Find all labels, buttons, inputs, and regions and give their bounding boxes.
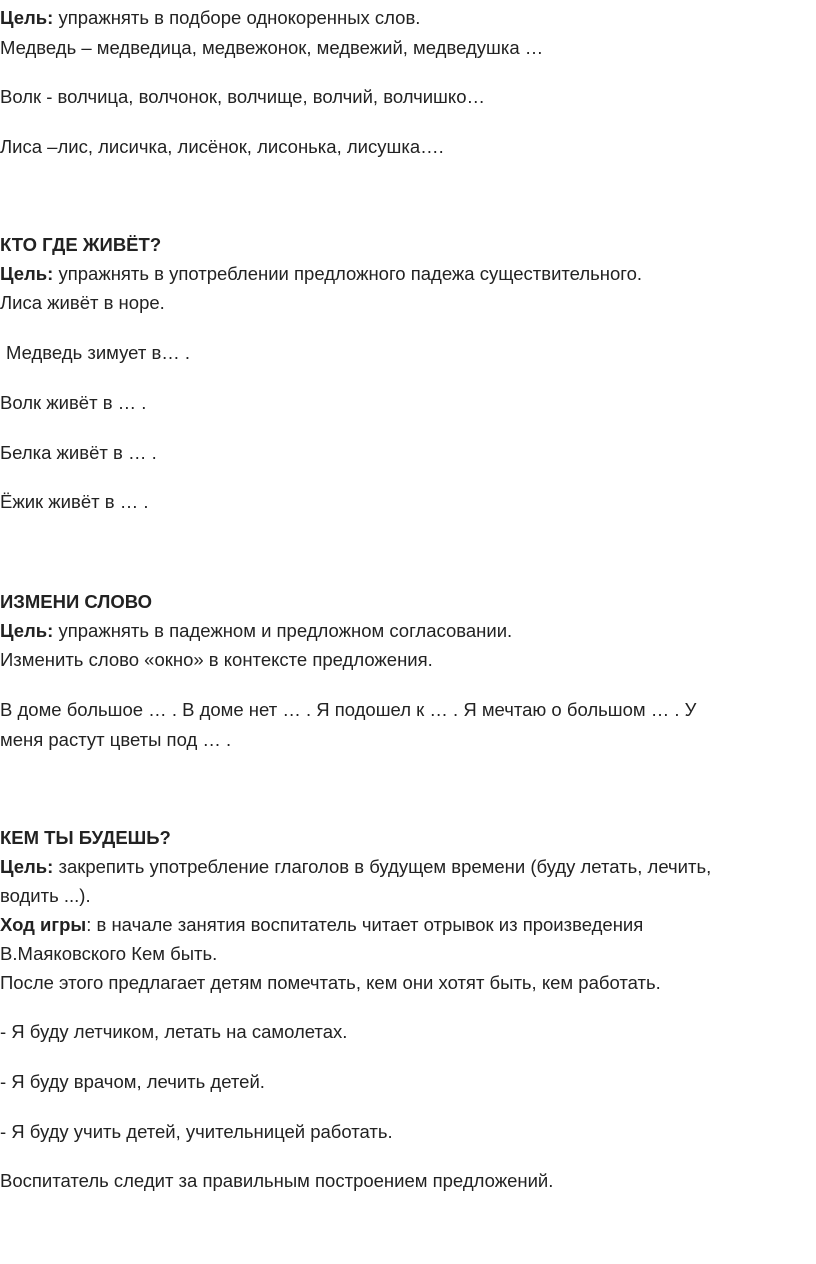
section1-goal [0, 7, 420, 29]
section4-course-line2: В.Маяковского Кем быть. [0, 943, 218, 964]
goal-label: Цель: [0, 263, 54, 284]
section3-para-line1: В доме большое … . В доме нет … . Я подошел к … . Я мечтаю о большом … . У [0, 699, 697, 720]
section4-goal-line1 [0, 856, 711, 878]
section3-goal [0, 620, 512, 642]
section4-line4: - Я буду учить детей, учительницей работать. [0, 1121, 393, 1142]
section2-line4: Белка живёт в … . [0, 442, 157, 463]
section4-goal-line2: водить ...). [0, 885, 91, 906]
section1-line2: Волк - волчица, волчонок, волчище, волчий, волчишко… [0, 86, 485, 107]
section2-line3: Волк живёт в … . [0, 392, 147, 413]
section3-title: ИЗМЕНИ СЛОВО [0, 591, 152, 612]
section3-line1: Изменить слово «окно» в контексте предложения. [0, 649, 433, 670]
section2-goal [0, 263, 642, 285]
section4-line5: Воспитатель следит за правильным построением предложений. [0, 1170, 554, 1191]
section1-line1: Медведь – медведица, медвежонок, медвежий, медведушка … [0, 37, 544, 58]
goal-label: Цель: [0, 620, 54, 641]
section4-title: КЕМ ТЫ БУДЕШЬ? [0, 827, 171, 848]
course-text: : в начале занятия воспитатель читает отрывок из произведения [86, 914, 644, 935]
section4-line3: - Я буду врачом, лечить детей. [0, 1071, 265, 1092]
section2-title: КТО ГДЕ ЖИВЁТ? [0, 234, 162, 255]
goal-label: Цель: [0, 856, 54, 877]
goal-text: закрепить употребление глаголов в будущем времени (буду летать, лечить, [53, 856, 712, 877]
course-label: Ход игры [0, 914, 87, 935]
section4-line2: - Я буду летчиком, летать на самолетах. [0, 1021, 348, 1042]
goal-text: упражнять в подборе однокоренных слов. [53, 7, 421, 28]
section2-line2: Медведь зимует в… . [6, 342, 191, 363]
goal-text: упражнять в падежном и предложном согласовании. [53, 620, 513, 641]
section2-line5: Ёжик живёт в … . [0, 491, 149, 512]
goal-label: Цель: [0, 7, 54, 28]
section4-course-line1 [0, 914, 643, 936]
section4-line1: После этого предлагает детям помечтать, кем они хотят быть, кем работать. [0, 972, 661, 993]
section1-line3: Лиса –лис, лисичка, лисёнок, лисонька, лисушка…. [0, 136, 444, 157]
section2-line1: Лиса живёт в норе. [0, 292, 165, 313]
goal-text: упражнять в употреблении предложного падежа существительного. [53, 263, 643, 284]
section3-para-line2: меня растут цветы под … . [0, 729, 232, 750]
